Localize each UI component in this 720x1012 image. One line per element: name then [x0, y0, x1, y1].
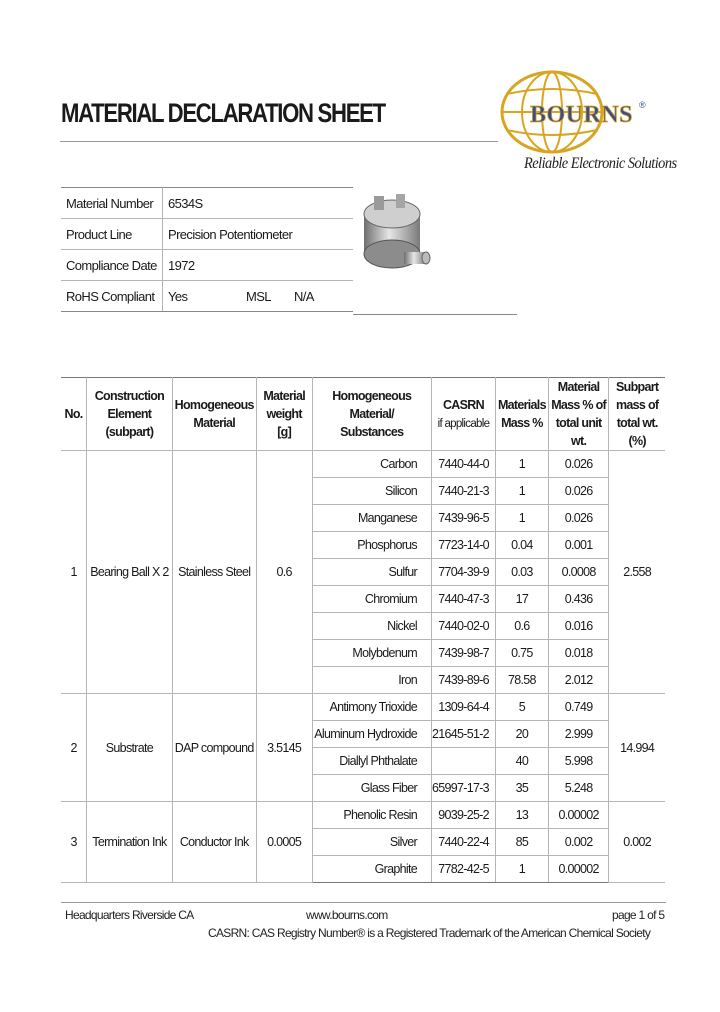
compliance-date-label: Compliance Date — [61, 250, 163, 281]
col-mass-pct: Materials Mass % — [495, 378, 548, 451]
col-weight: Material weight [g] — [256, 378, 312, 451]
substance-mass-pct: 5 — [495, 694, 548, 721]
substance-name: Sulfur — [312, 559, 431, 586]
substance-unit-pct: 2.999 — [548, 721, 608, 748]
substance-name: Glass Fiber — [312, 775, 431, 802]
substance-unit-pct: 0.002 — [548, 829, 608, 856]
potentiometer-product-image — [356, 192, 434, 288]
substance-casrn: 65997-17-3 — [431, 775, 495, 802]
group-subpart-pct: 0.002 — [609, 802, 665, 883]
substance-mass-pct: 78.58 — [495, 667, 548, 694]
substance-unit-pct: 5.248 — [548, 775, 608, 802]
material-number-label: Material Number — [61, 188, 163, 219]
info-row-material-number — [61, 188, 353, 219]
substance-mass-pct: 40 — [495, 748, 548, 775]
substance-mass-pct: 13 — [495, 802, 548, 829]
group-subpart-pct: 2.558 — [609, 451, 665, 694]
table-row — [61, 802, 665, 829]
substance-casrn: 7723-14-0 — [431, 532, 495, 559]
group-element: Termination Ink — [87, 802, 173, 883]
group-weight: 0.0005 — [256, 802, 312, 883]
substance-casrn: 9039-25-2 — [431, 802, 495, 829]
substance-unit-pct: 0.436 — [548, 586, 608, 613]
group-no: 1 — [61, 451, 87, 694]
substance-unit-pct: 0.749 — [548, 694, 608, 721]
substance-mass-pct: 17 — [495, 586, 548, 613]
substance-mass-pct: 1 — [495, 451, 548, 478]
substance-name: Phenolic Resin — [312, 802, 431, 829]
group-material: Conductor Ink — [172, 802, 256, 883]
substance-casrn: 7439-98-7 — [431, 640, 495, 667]
substance-name: Phosphorus — [312, 532, 431, 559]
product-info-table — [61, 187, 353, 312]
info-divider — [353, 314, 517, 315]
substance-mass-pct: 20 — [495, 721, 548, 748]
table-row — [61, 694, 665, 721]
substance-name: Molybdenum — [312, 640, 431, 667]
substance-mass-pct: 0.04 — [495, 532, 548, 559]
group-weight: 0.6 — [256, 451, 312, 694]
substance-mass-pct: 35 — [495, 775, 548, 802]
rohs-label: RoHS Compliant — [61, 281, 163, 312]
substance-casrn: 7440-47-3 — [431, 586, 495, 613]
tagline: Reliable Electronic Solutions — [524, 155, 677, 172]
registered-mark: ® — [639, 100, 646, 110]
substance-mass-pct: 85 — [495, 829, 548, 856]
substance-name: Nickel — [312, 613, 431, 640]
table-row — [61, 451, 665, 478]
substance-mass-pct: 1 — [495, 478, 548, 505]
rohs-value: Yes — [168, 288, 188, 304]
substance-casrn: 7440-22-4 — [431, 829, 495, 856]
footer-page-number: page 1 of 5 — [612, 908, 665, 922]
footer-location: Headquarters Riverside CA — [65, 908, 194, 922]
material-number-value: 6534S — [163, 188, 354, 219]
substance-mass-pct: 0.6 — [495, 613, 548, 640]
substance-casrn: 7704-39-9 — [431, 559, 495, 586]
substance-unit-pct: 5.998 — [548, 748, 608, 775]
group-element: Bearing Ball X 2 — [87, 451, 173, 694]
table-header-row — [61, 378, 665, 451]
group-material: DAP compound — [172, 694, 256, 802]
msl-value: N/A — [294, 288, 314, 304]
substance-casrn: 7439-89-6 — [431, 667, 495, 694]
substance-casrn — [431, 748, 495, 775]
compliance-date-value: 1972 — [163, 250, 354, 281]
substance-mass-pct: 1 — [495, 856, 548, 883]
substance-name: Aluminum Hydroxide — [312, 721, 431, 748]
logo-wordmark: BOURNS — [530, 102, 634, 128]
substance-unit-pct: 0.026 — [548, 478, 608, 505]
substance-casrn: 7782-42-5 — [431, 856, 495, 883]
info-row-compliance-date — [61, 250, 353, 281]
substance-casrn: 1309-64-4 — [431, 694, 495, 721]
group-material: Stainless Steel — [172, 451, 256, 694]
substance-casrn: 7439-96-5 — [431, 505, 495, 532]
substance-unit-pct: 0.018 — [548, 640, 608, 667]
substance-unit-pct: 0.00002 — [548, 802, 608, 829]
substance-name: Silicon — [312, 478, 431, 505]
col-subpart-pct: Subpart mass of total wt. (%) — [609, 378, 665, 451]
substance-casrn: 7440-21-3 — [431, 478, 495, 505]
group-weight: 3.5145 — [256, 694, 312, 802]
group-no: 3 — [61, 802, 87, 883]
group-subpart-pct: 14.994 — [609, 694, 665, 802]
substance-unit-pct: 0.016 — [548, 613, 608, 640]
msl-label: MSL — [246, 288, 271, 304]
rohs-msl-cell — [163, 281, 354, 312]
footer-divider — [61, 902, 666, 903]
group-no: 2 — [61, 694, 87, 802]
col-unit-pct: Material Mass % of total unit wt. — [548, 378, 608, 451]
product-line-value: Precision Potentiometer — [163, 219, 354, 250]
header-divider — [60, 141, 498, 142]
product-line-label: Product Line — [61, 219, 163, 250]
footer-website[interactable]: www.bourns.com — [306, 908, 388, 922]
substance-mass-pct: 1 — [495, 505, 548, 532]
col-homogeneous: Homogeneous Material — [172, 378, 256, 451]
substance-name: Iron — [312, 667, 431, 694]
substance-casrn: 21645-51-2 — [431, 721, 495, 748]
substance-name: Manganese — [312, 505, 431, 532]
substance-name: Graphite — [312, 856, 431, 883]
substance-unit-pct: 0.026 — [548, 505, 608, 532]
substance-mass-pct: 0.03 — [495, 559, 548, 586]
col-casrn: CASRN if applicable — [431, 378, 495, 451]
substance-name: Chromium — [312, 586, 431, 613]
info-row-product-line — [61, 219, 353, 250]
substance-casrn: 7440-44-0 — [431, 451, 495, 478]
substance-casrn: 7440-02-0 — [431, 613, 495, 640]
footer-trademark-note: CASRN: CAS Registry Number® is a Registered Trademark of the American Chemical Society — [208, 926, 651, 940]
substance-unit-pct: 0.00002 — [548, 856, 608, 883]
page-title: MATERIAL DECLARATION SHEET — [61, 98, 385, 128]
substance-name: Silver — [312, 829, 431, 856]
substance-unit-pct: 0.0008 — [548, 559, 608, 586]
substance-unit-pct: 0.026 — [548, 451, 608, 478]
material-table — [61, 377, 665, 883]
col-construction: Construction Element (subpart) — [87, 378, 173, 451]
substance-unit-pct: 2.012 — [548, 667, 608, 694]
group-element: Substrate — [87, 694, 173, 802]
substance-mass-pct: 0.75 — [495, 640, 548, 667]
substance-name: Carbon — [312, 451, 431, 478]
col-substances: Homogeneous Material/ Substances — [312, 378, 431, 451]
substance-name: Diallyl Phthalate — [312, 748, 431, 775]
substance-unit-pct: 0.001 — [548, 532, 608, 559]
col-no: No. — [61, 378, 87, 451]
substance-name: Antimony Trioxide — [312, 694, 431, 721]
info-row-rohs — [61, 281, 353, 312]
